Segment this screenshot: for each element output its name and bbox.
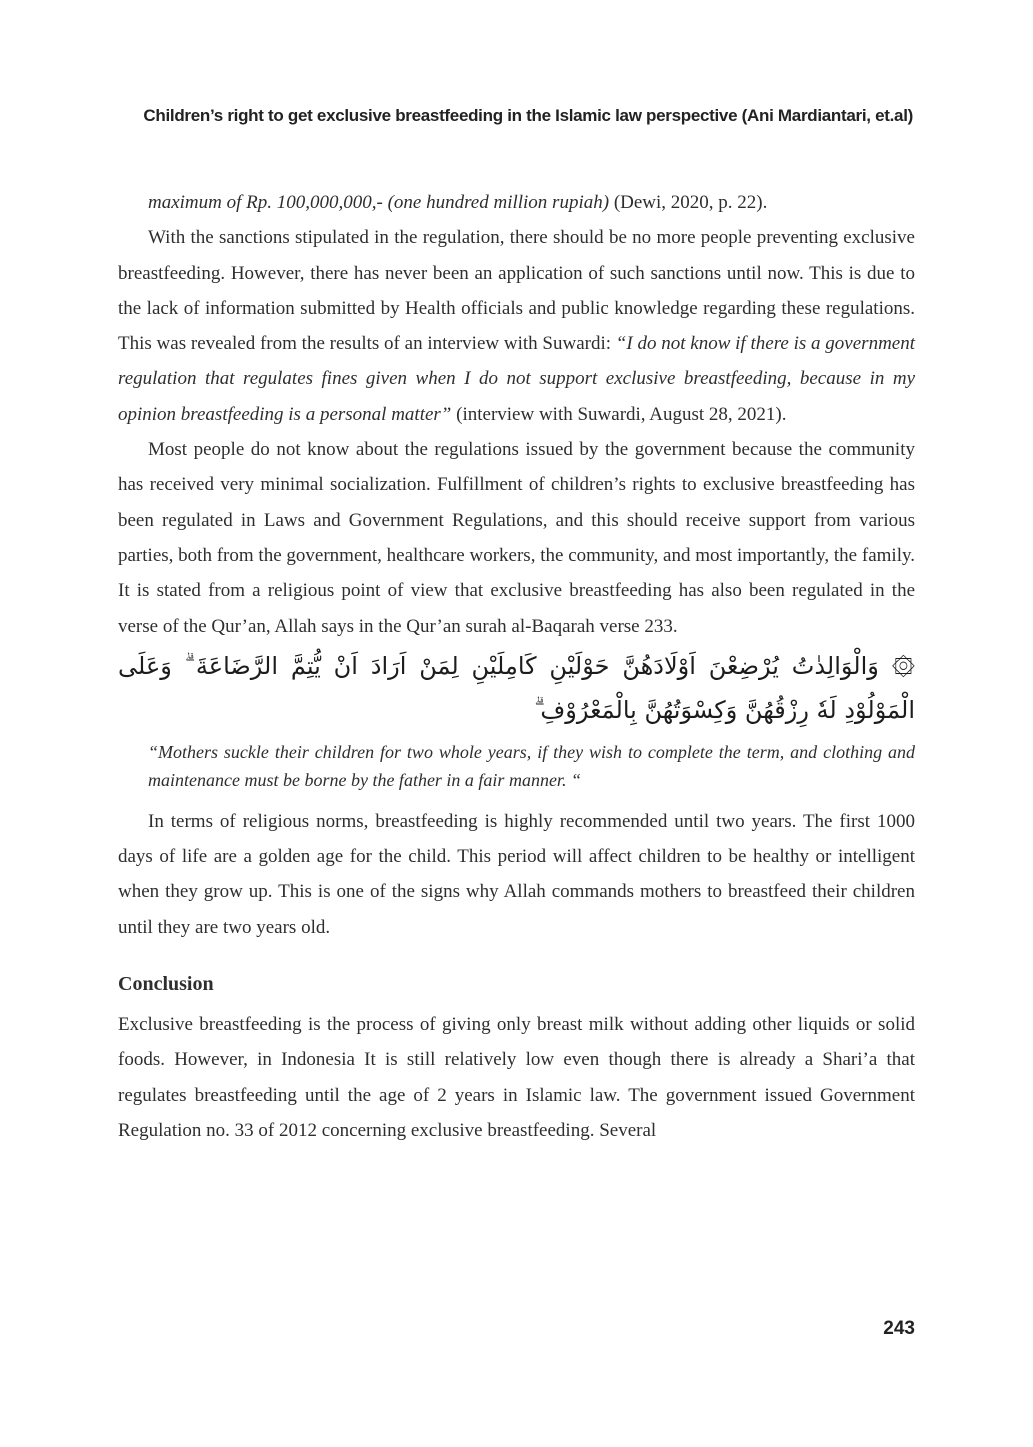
paragraph-religious-norms: In terms of religious norms, breastfeeding is highly recommended until two years. The first 1000 days of life are a golden age for the child. This period will affect children to be healthy or intelligent when they grow up. This is one of the signs why Allah commands mothers to breastfeed their children until they are two years old.	[118, 810, 915, 938]
citation-dewi: (Dewi, 2020, p. 22).	[609, 192, 768, 213]
interview-citation: (interview with Suwardi, August 28, 2021).	[451, 403, 787, 425]
quran-verse-arabic: ۞ وَالْوَالِدٰتُ يُرْضِعْنَ اَوْلَادَهُنَّ حَوْلَيْنِ كَامِلَيْنِ لِمَنْ اَرَادَ اَنْ يُّتِمَّ الرَّضَاعَةَ ۗ وَعَلَى الْمَوْلُوْدِ لَهٗ رِزْقُهُنَّ وَكِسْوَتُهُنَّ بِالْمَعْرُوْفِ ۗ	[118, 651, 915, 724]
paragraph-continuation	[118, 185, 915, 220]
paragraph-conclusion: Exclusive breastfeeding is the process of giving only breast milk without adding other liquids or solid foods. However, in Indonesia It is still relatively low even though there is already a Shari’a that regulates breastfeeding until the age of 2 years in Islamic law. The government issued Government Regulation no. 33 of 2012 concerning exclusive breastfeeding. Several	[118, 1014, 915, 1141]
article-body	[118, 185, 915, 1148]
italic-fine-amount: maximum of Rp. 100,000,000,- (one hundred million rupiah)	[148, 192, 610, 213]
interview-quote: “I do not know if there is a government regulation that regulates fines given when I do not support exclusive breastfeeding, because in my opinion breastfeeding is a personal matter”	[118, 333, 915, 425]
running-header: Children’s right to get exclusive breastfeeding in the Islamic law perspective (Ani Mardiantari, et.al)	[143, 106, 913, 125]
quran-verse-translation: “Mothers suckle their children for two whole years, if they wish to complete the term, and clothing and maintenance must be borne by the father in a fair manner. “	[148, 741, 915, 790]
paragraph-sanctions	[118, 220, 915, 432]
page-number: 243	[883, 1318, 915, 1339]
paragraph-sanctions-text: With the sanctions stipulated in the regulation, there should be no more people preventing exclusive breastfeeding. However, there has never been an application of such sanctions until now. This is due to the lack of information submitted by Health officials and public knowledge regarding these regulations. This was revealed from the results of an interview with Suwardi:	[118, 227, 915, 355]
section-heading-conclusion: Conclusion	[118, 973, 214, 996]
paragraph-regulations: Most people do not know about the regulations issued by the government because the community has received very minimal socialization. Fulfillment of children’s rights to exclusive breastfeeding has been regulated in Laws and Government Regulations, and this should receive support from various parties, both from the government, healthcare workers, the community, and most importantly, the family. It is stated from a religious point of view that exclusive breastfeeding has also been regulated in the verse of the Qur’an, Allah says in the Qur’an surah al-Baqarah verse 233.	[118, 439, 915, 637]
